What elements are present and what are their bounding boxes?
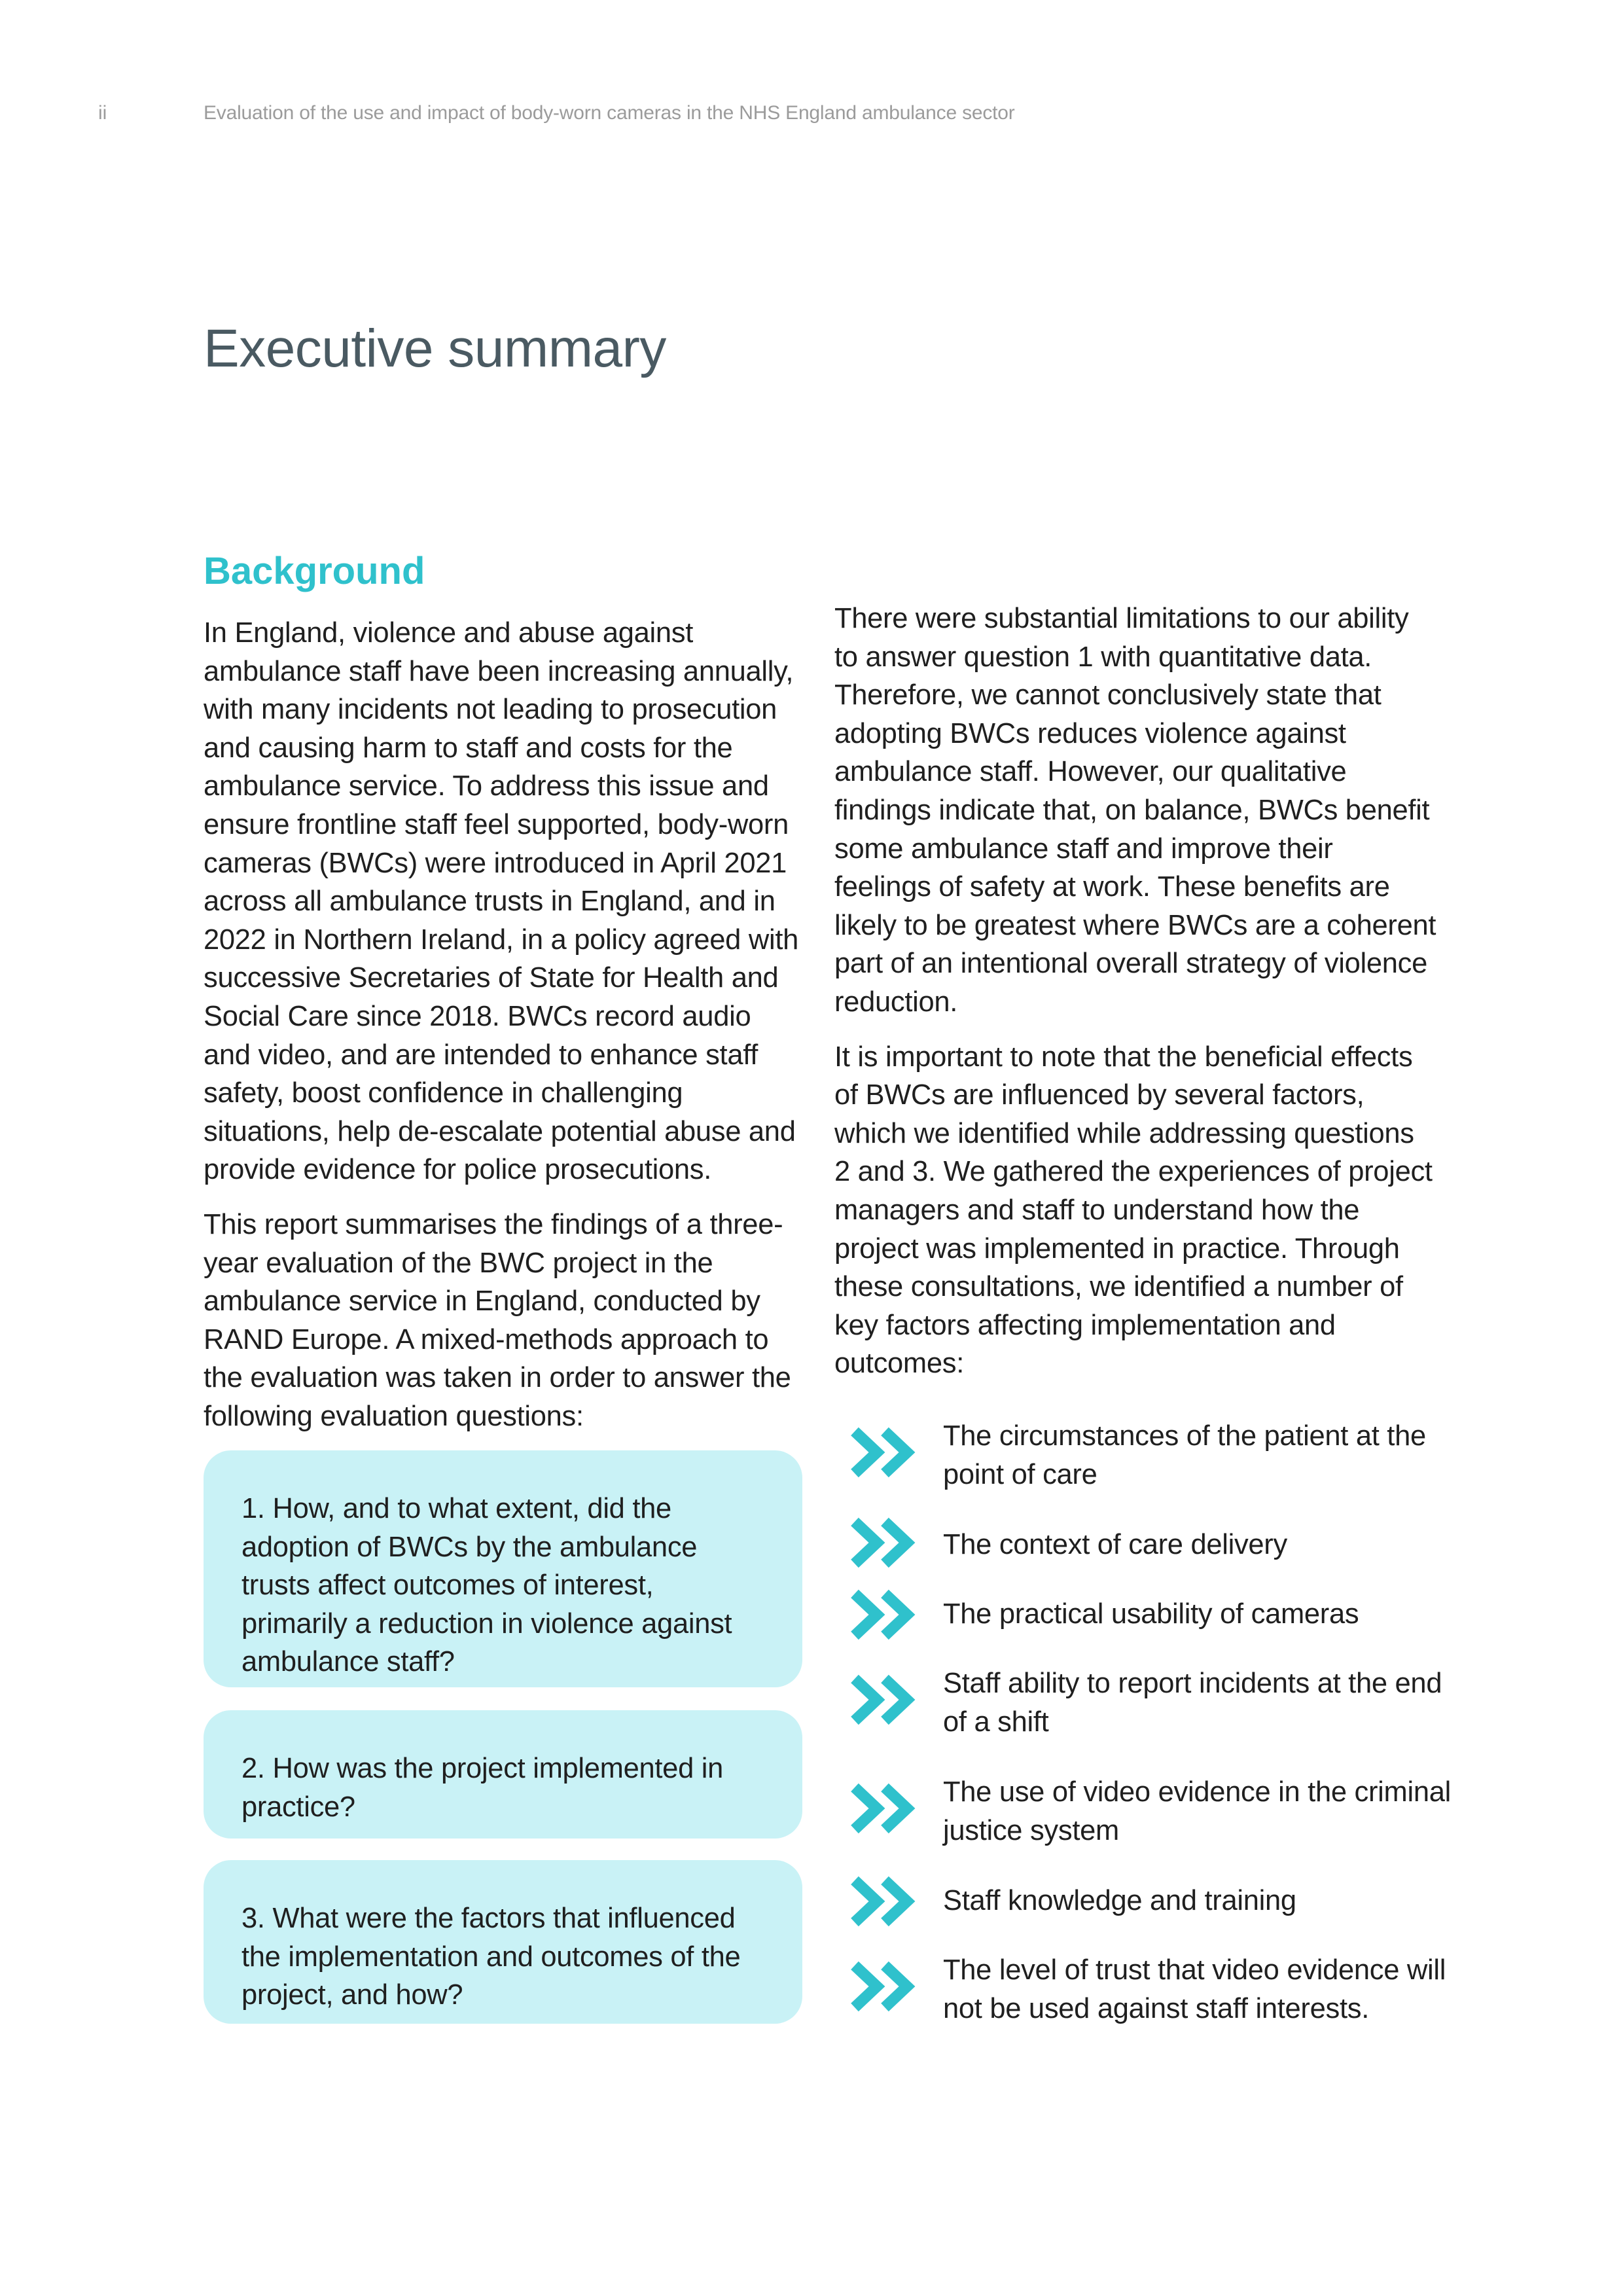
section-heading-background: Background — [204, 550, 425, 592]
running-header: Evaluation of the use and impact of body-worn cameras in the NHS England ambulance sector — [204, 102, 1015, 124]
question-text: 2. How was the project implemented in practice? — [241, 1753, 724, 1823]
factor-text: Staff ability to report incidents at the end of a shift — [943, 1668, 1442, 1738]
evaluation-question-3 — [204, 1860, 802, 2024]
double-chevron-right-icon — [851, 1426, 919, 1479]
double-chevron-right-icon — [851, 1516, 919, 1569]
background-paragraph-1: In England, violence and abuse against ambulance staff have been increasing annually, with many incidents not leading to prosecution and causing harm to staff and costs for the ambulance service. To address this issue and ensure frontline staff feel supported, body-worn cameras (BWCs) were introduced in April 2021 across all ambulance trusts in England, and in 2022 in Northern Ireland, in a policy agreed with successive Secretaries of State for Health and Social Care since 2018. BWCs record audio and video, and are intended to enhance staff safety, boost confidence in challenging situations, help de-escalate potential abuse and provide evidence for police prosecutions. — [204, 617, 799, 1186]
factor-text: The context of care delivery — [943, 1529, 1287, 1560]
question-text: 1. How, and to what extent, did the adoption of BWCs by the ambulance trusts affect outcomes of interest, primarily a reduction in violence against ambulance staff? — [241, 1493, 732, 1678]
question-text: 3. What were the factors that influenced the implementation and outcomes of the project, and how? — [241, 1903, 741, 2011]
findings-paragraph-1: There were substantial limitations to our ability to answer question 1 with quantitative data. Therefore, we cannot conclusively state that adopting BWCs reduces violence against ambulance staff. However, our qualitative findings indicate that, on balance, BWCs benefit some ambulance staff and improve their feelings of safety at work. These benefits are likely to be greatest where BWCs are a coherent part of an intentional overall strategy of violence reduction. — [834, 603, 1436, 1018]
factor-text: The circumstances of the patient at the point of care — [943, 1420, 1426, 1490]
double-chevron-right-icon — [851, 1960, 919, 2013]
factor-text: The practical usability of cameras — [943, 1598, 1359, 1630]
evaluation-question-2 — [204, 1710, 802, 1839]
factor-text: The use of video evidence in the criminal justice system — [943, 1776, 1451, 1846]
page-number: ii — [98, 102, 107, 124]
right-column — [834, 600, 1436, 1399]
page-title: Executive summary — [204, 319, 666, 378]
double-chevron-right-icon — [851, 1782, 919, 1835]
factor-text: The level of trust that video evidence will not be used against staff interests. — [943, 1954, 1446, 2024]
double-chevron-right-icon — [851, 1875, 919, 1928]
left-column — [204, 548, 802, 2011]
double-chevron-right-icon — [851, 1588, 919, 1641]
evaluation-question-1 — [204, 1450, 802, 1687]
factor-text: Staff knowledge and training — [943, 1885, 1296, 1916]
double-chevron-right-icon — [851, 1674, 919, 1726]
background-paragraph-2: This report summarises the findings of a three-year evaluation of the BWC project in the ambulance service in England, conducted by RAND Europe. A mixed-methods approach to the evaluation was taken in order to answer the following evaluation questions: — [204, 1208, 791, 1432]
findings-paragraph-2: It is important to note that the beneficial effects of BWCs are influenced by several factors, which we identified while addressing questions 2 and 3. We gathered the experiences of project managers and staff to understand how the project was implemented in practice. Through these consultations, we identified a number of key factors affecting implementation and outcomes: — [834, 1041, 1433, 1380]
